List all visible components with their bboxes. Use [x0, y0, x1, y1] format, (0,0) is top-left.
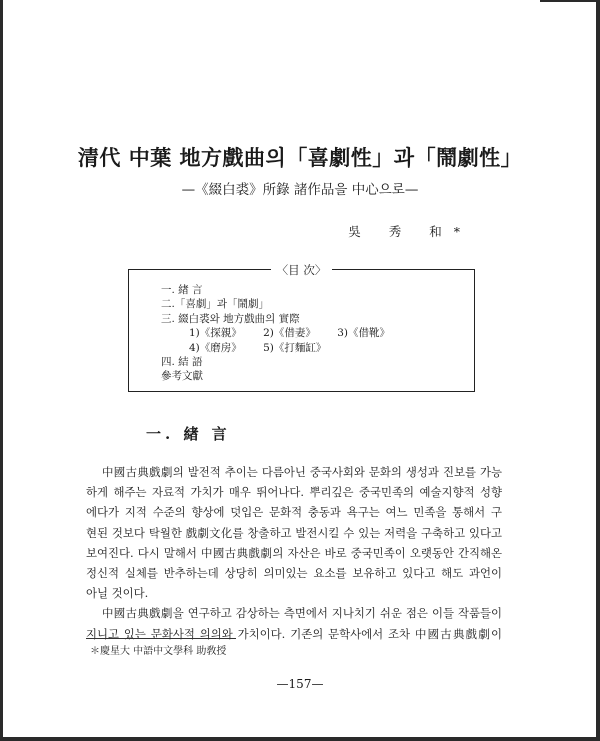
toc-item: 三. 綴白裘와 地方戲曲의 實際: [161, 312, 300, 325]
body-line: 지니고 있는 문화사적 의의와 가치이다. 기존의 문학사에서 조차 中國古典戲劇이: [86, 626, 502, 641]
body-line: 하게 해주는 자료적 가치가 매우 뛰어나다. 뿌리깊은 중국민족의 예술지향적 성향: [86, 485, 502, 500]
toc-heading: 〈目 次〉: [129, 261, 474, 279]
toc-item: 二.「喜劇」과「鬧劇」: [161, 298, 269, 311]
footnote-rule: [86, 638, 236, 639]
toc-item: 一. 緖 言: [161, 284, 203, 296]
toc-item: 四. 結 語: [161, 356, 203, 369]
author-name: 吳 秀 和*: [348, 224, 472, 239]
table-of-contents: [128, 263, 475, 392]
toc-subitems-row: [161, 341, 408, 355]
toc-list: [161, 283, 408, 384]
body-text: [86, 462, 502, 644]
toc-subitem: 1)《探親》: [189, 327, 242, 340]
toc-subitem: 5)《打麵缸》: [263, 341, 327, 354]
page-number: —157—: [276, 677, 324, 691]
body-line: 정신적 실체를 반추하는데 상당히 의미있는 요소를 보유하고 있다고 해도 과언이: [86, 566, 502, 581]
footnote: ＊慶星大 中語中文學科 助敎授: [90, 646, 227, 657]
body-line: 中國古典戲劇의 발전적 추이는 다름아닌 중국사회와 문화의 생성과 진보를 가능: [102, 465, 502, 479]
scan-border-bottom: [0, 737, 600, 741]
body-line: 에다가 지적 수준의 향상에 덧입은 문화적 충동과 욕구는 여느 민족을 통해서 구: [86, 505, 502, 520]
scan-border-right: [596, 0, 600, 741]
scan-border-top-right: [540, 0, 600, 2]
body-line: 현된 것보다 탁월한 戲劇文化를 창출하고 발전시킬 수 있는 저력을 구축하고 있다고: [86, 525, 502, 540]
scan-border-left: [0, 0, 3, 741]
paper-title: 清代 中葉 地方戲曲의「喜劇性」과「鬧劇性」: [77, 145, 523, 170]
body-line: 아닐 것이다.: [86, 586, 149, 601]
toc-subitem: 2)《借妻》: [263, 327, 316, 340]
body-line: 보여진다. 다시 말해서 中國古典戲劇의 자산은 바로 중국민족이 오랫동안 간직해온: [86, 545, 502, 560]
toc-subitem: 4)《磨房》: [189, 341, 242, 354]
toc-subitems-row: [161, 326, 408, 340]
section-heading: 一. 緖 言: [146, 425, 231, 443]
paper-subtitle: —《綴白裘》所錄 諸作品을 中心으로—: [181, 182, 419, 198]
toc-subitem: 3)《借靴》: [337, 327, 391, 340]
body-line: 中國古典戲劇을 연구하고 감상하는 측면에서 지나치기 쉬운 점은 이들 작품들이: [102, 606, 502, 621]
toc-item: 參考文獻: [161, 370, 203, 383]
